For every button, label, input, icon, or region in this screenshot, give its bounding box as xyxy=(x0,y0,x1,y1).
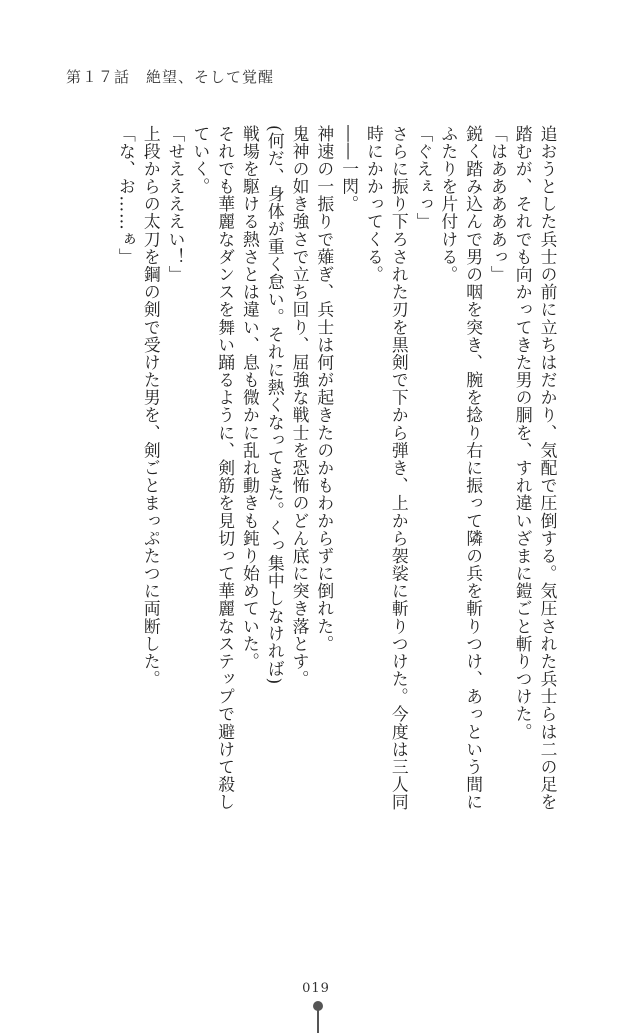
body-line: さらに振り下ろされた刃を黒剣で下から弾き、上から袈裟に斬りつけた。今度は三人同 xyxy=(389,125,410,812)
body-line: (何だ、身体が重く怠い。それに熱くなってきた。くっ集中しなければ) xyxy=(265,125,286,685)
body-line: 鬼神の如き強さで立ち回り、屈強な戦士を恐怖のどん底に突き落とす。 xyxy=(290,125,311,688)
body-line: 「はあああああっ」 xyxy=(488,125,509,284)
page-marker-line xyxy=(317,1010,319,1033)
body-line: 踏むが、それでも向かってきた男の胴を、すれ違いざまに鎧ごと斬りつけた。 xyxy=(513,125,534,741)
page-number: 019 xyxy=(302,981,330,996)
body-text xyxy=(114,125,560,845)
body-line: 神速の一振りで薙ぎ、兵士は何が起きたのかもわからずに倒れた。 xyxy=(314,125,335,653)
body-line: 「ぐえぇっ」 xyxy=(414,125,435,231)
body-line: 鋭く踏み込んで男の咽を突き、腕を捻り右に振って隣の兵を斬りつけ、あっという間に xyxy=(463,125,484,812)
body-line: 上段からの太刀を鋼の剣で受けた男を、剣ごとまっぷたつに両断した。 xyxy=(141,125,162,688)
body-line: 「な、お……ぁ」 xyxy=(116,125,137,266)
body-line: 追おうとした兵士の前に立ちはだかり、気配で圧倒する。気圧された兵士らは二の足を xyxy=(538,125,558,812)
body-line: 戦場を駆ける熱さとは違い、息も微かに乱れ動きも鈍り始めていた。 xyxy=(240,125,261,671)
chapter-title: 第１７話 絶望、そして覚醒 xyxy=(66,68,275,86)
body-line: ――一閃。 xyxy=(339,125,360,213)
body-line: 時にかかってくる。 xyxy=(364,125,385,284)
body-line: ふたりを片付ける。 xyxy=(438,125,459,284)
body-line: 「せええええい！」 xyxy=(166,125,187,284)
body-line: ていく。 xyxy=(190,125,211,196)
body-line: それでも華麗なダンスを舞い踊るように、剣筋を見切って華麗なステップで避けて殺し xyxy=(215,125,236,812)
